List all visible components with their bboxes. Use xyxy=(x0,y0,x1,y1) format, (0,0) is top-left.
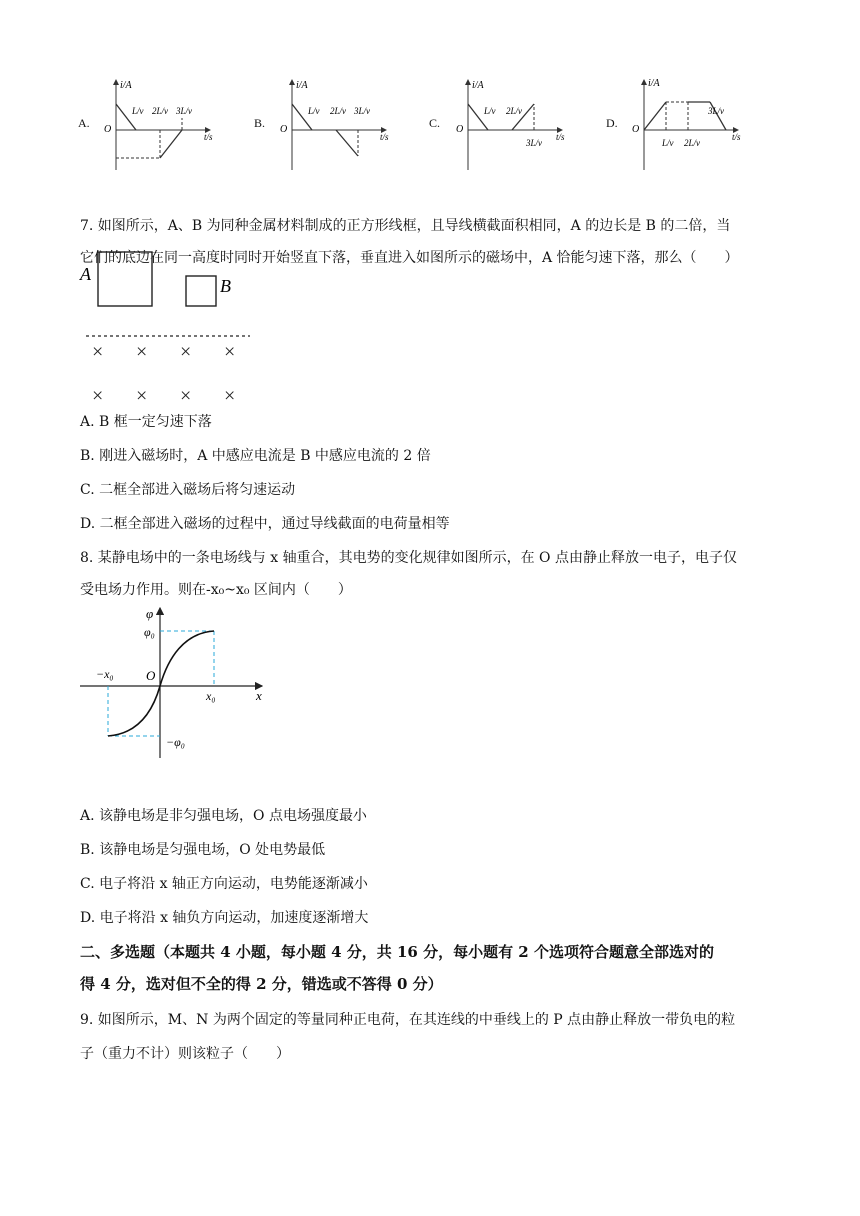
q7-frame-b xyxy=(186,276,216,306)
q6-option-a-label: A. xyxy=(78,116,90,130)
q6-graph-a xyxy=(98,74,218,174)
svg-text:×: × xyxy=(224,341,236,363)
q7-option-d: D. 二框全部进入磁场的过程中，通过导线截面的电荷量相等 xyxy=(80,516,450,532)
q6a-tick-3: 3L/v xyxy=(176,106,193,116)
section2-heading-line-1: 二、多选题（本题共 4 小题，每小题 4 分，共 16 分，每小题有 2 个选项符合题意全部选对的 xyxy=(80,943,714,961)
q6a-tick-1: L/v xyxy=(132,106,144,116)
q8-neg-phi0-label: −φ₀ xyxy=(166,735,185,749)
q6a-origin: O xyxy=(104,124,112,135)
q7-option-c: C. 二框全部进入磁场后将匀速运动 xyxy=(80,482,296,498)
q6c-origin: O xyxy=(456,124,464,135)
q6c-tick-1: L/v xyxy=(484,106,496,116)
q7-label-b: B xyxy=(220,276,231,296)
svg-text:×: × xyxy=(224,385,236,407)
q6d-tick-1: L/v xyxy=(662,138,674,148)
q8-option-b: B. 该静电场是匀强电场，O 处电势最低 xyxy=(80,842,326,858)
q8-x0-label: x₀ xyxy=(206,689,216,703)
q7-figure xyxy=(78,250,268,410)
q8-option-a: A. 该静电场是非匀强电场，O 点电场强度最小 xyxy=(80,808,367,824)
q7-field-marks xyxy=(92,341,235,407)
q7-stem-line-2: 它们的底边在同一高度时同时开始竖直下落，垂直进入如图所示的磁场中，A 恰能匀速下落，那么（ ） xyxy=(80,250,739,266)
section2-heading-line-2: 得 4 分，选对但不全的得 2 分，错选或不答得 0 分） xyxy=(80,975,443,993)
q8-potential-graph xyxy=(76,604,276,764)
q9-stem-line-2: 子（重力不计）则该粒子（ ） xyxy=(80,1046,290,1062)
q7-label-a: A xyxy=(80,264,91,284)
q6a-x-label: t/s xyxy=(204,132,213,142)
q6c-y-label: i/A xyxy=(472,80,484,91)
q6c-tick-2: 2L/v xyxy=(506,106,523,116)
q8-neg-x0-label: −x₀ xyxy=(96,667,114,681)
q9-stem-line-1: 9. 如图所示，M、N 为两个固定的等量同种正电荷，在其连线的中垂线上的 P 点由静止释放一带负电的粒 xyxy=(80,1012,736,1028)
q8-origin: O xyxy=(146,668,156,683)
svg-text:×: × xyxy=(136,385,148,407)
q8-option-c: C. 电子将沿 x 轴正方向运动，电势能逐渐减小 xyxy=(80,876,368,892)
q7-option-b: B. 刚进入磁场时，A 中感应电流是 B 中感应电流的 2 倍 xyxy=(80,448,431,464)
q6-option-d-label: D. xyxy=(606,116,618,130)
q7-stem-line-1: 7. 如图所示，A、B 为同种金属材料制成的正方形线框，且导线横截面积相同，A 的边长是 B 的二倍，当 xyxy=(80,218,731,234)
svg-text:×: × xyxy=(92,341,104,363)
q6b-tick-2: 2L/v xyxy=(330,106,347,116)
q6b-origin: O xyxy=(280,124,288,135)
q8-y-label: φ xyxy=(146,606,154,621)
svg-text:×: × xyxy=(180,385,192,407)
svg-text:×: × xyxy=(136,341,148,363)
q8-phi0-label: φ₀ xyxy=(144,625,155,639)
q8-stem-line-2: 受电场力作用。则在-x₀~x₀ 区间内（ ） xyxy=(80,582,352,598)
q6b-y-label: i/A xyxy=(296,80,308,91)
q6b-tick-1: L/v xyxy=(308,106,320,116)
q6d-tick-2: 2L/v xyxy=(684,138,701,148)
q6-option-c-label: C. xyxy=(429,116,441,130)
q6b-tick-3: 3L/v xyxy=(354,106,371,116)
q7-frame-a xyxy=(98,252,152,306)
q6-option-b-label: B. xyxy=(254,116,266,130)
q8-x-label: x xyxy=(256,688,262,703)
q6c-x-label: t/s xyxy=(556,132,565,142)
q6-graph-b xyxy=(274,74,394,174)
q8-potential-curve xyxy=(108,631,214,736)
q6d-x-label: t/s xyxy=(732,132,741,142)
q6d-origin: O xyxy=(632,124,640,135)
q6a-y-label: i/A xyxy=(120,80,132,91)
svg-text:×: × xyxy=(180,341,192,363)
q6b-x-label: t/s xyxy=(380,132,389,142)
q6a-tick-2: 2L/v xyxy=(152,106,169,116)
q6-graph-c xyxy=(450,74,570,174)
q8-stem-line-1: 8. 某静电场中的一条电场线与 x 轴重合，其电势的变化规律如图所示，在 O 点由静止释放一电子，电子仅 xyxy=(80,550,737,566)
q7-option-a: A. B 框一定匀速下落 xyxy=(80,414,212,430)
q6d-tick-3: 3L/v xyxy=(708,106,725,116)
q6c-tick-3: 3L/v xyxy=(526,138,543,148)
q8-option-d: D. 电子将沿 x 轴负方向运动，加速度逐渐增大 xyxy=(80,910,369,926)
q6-graph-d xyxy=(626,74,746,174)
svg-text:×: × xyxy=(92,385,104,407)
q6d-y-label: i/A xyxy=(648,78,660,89)
